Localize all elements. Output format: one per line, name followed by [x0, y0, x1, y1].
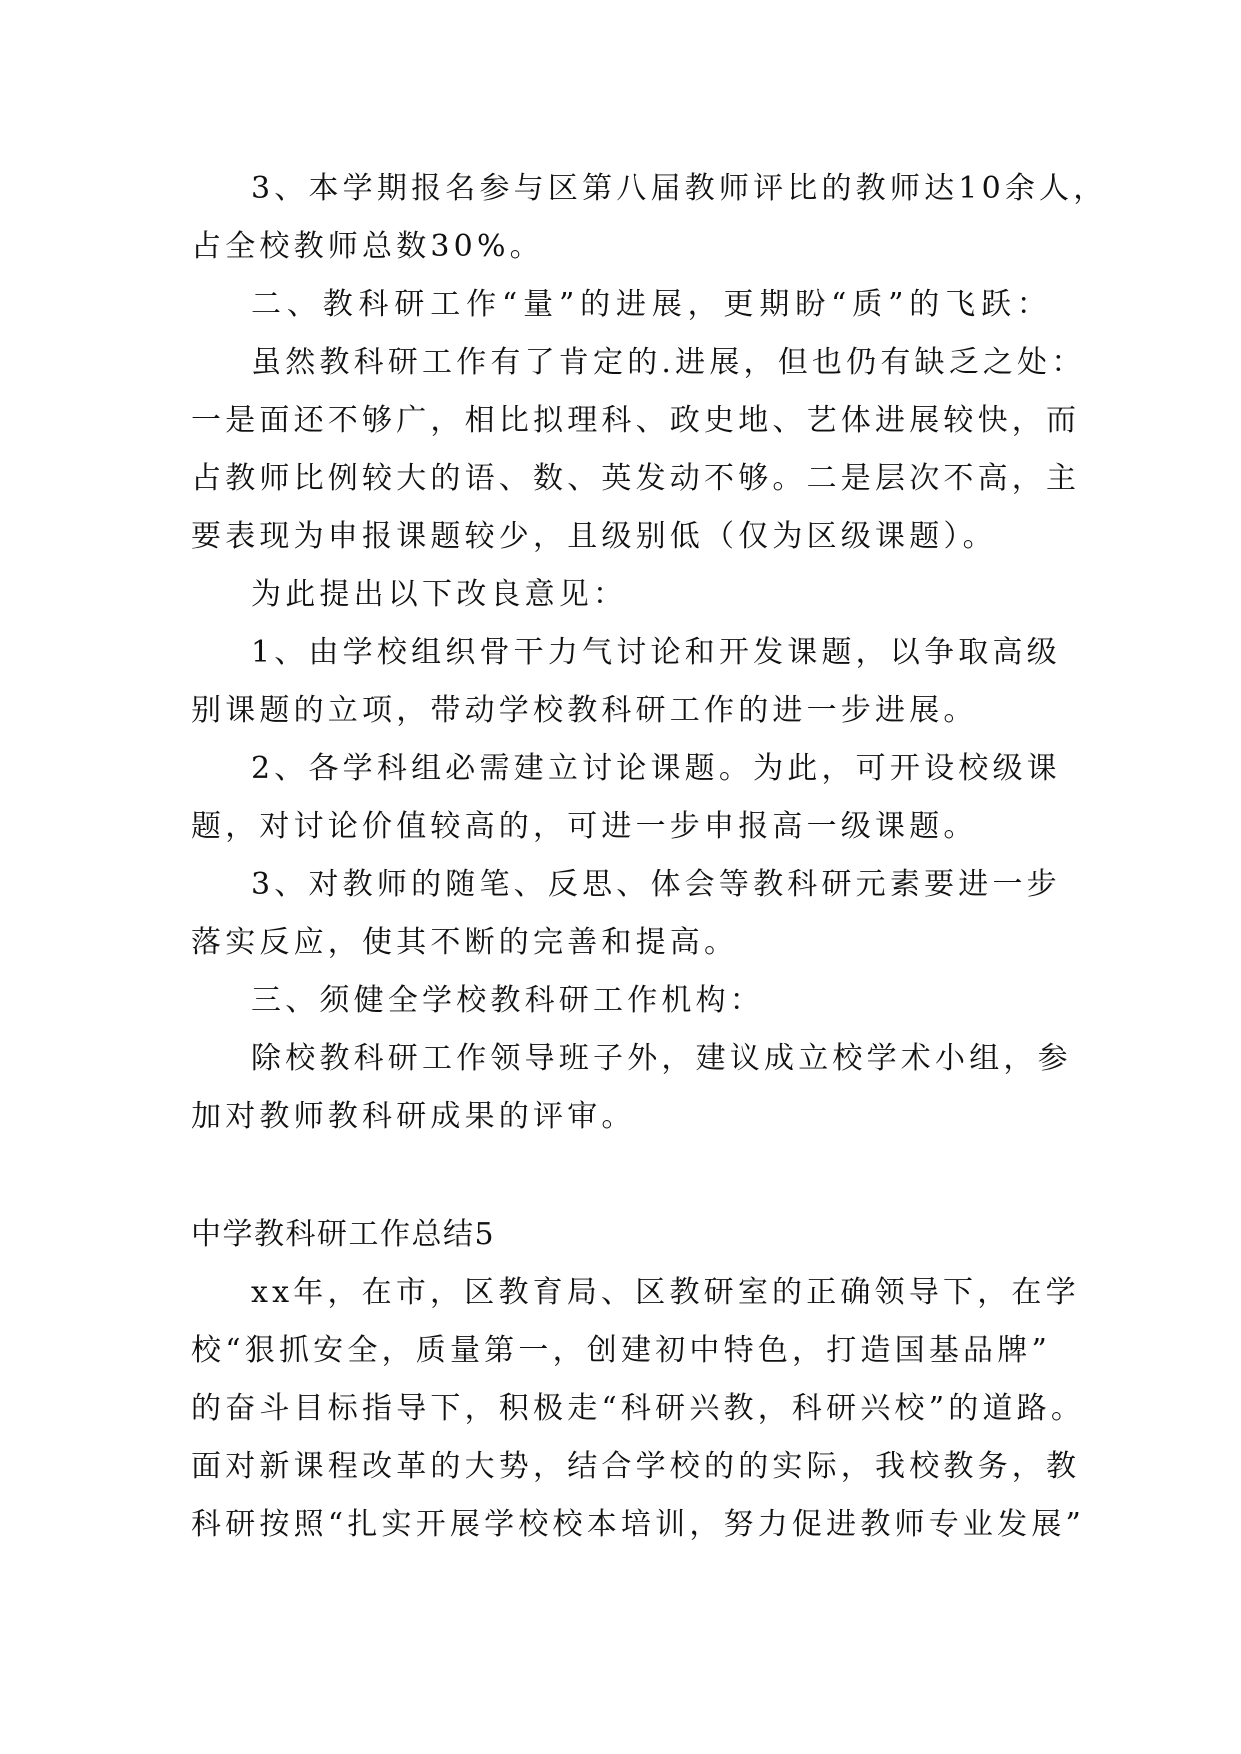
- text-line: 除校教科研工作领导班子外，建议成立校学术小组，参: [251, 1041, 1072, 1076]
- section-5-body: [191, 1264, 1086, 1554]
- text-line: 的奋斗目标指导下，积极走“科研兴教，科研兴校”的道路。: [191, 1391, 1086, 1426]
- text-line: 一是面还不够广，相比拟理科、政史地、艺体进展较快，而: [191, 403, 1081, 438]
- document-body: [191, 160, 1108, 1554]
- text-line: 题，对讨论价值较高的，可进一步申报高一级课题。: [191, 809, 978, 844]
- text-line: 面对新课程改革的大势，结合学校的的实际，我校教务，教: [191, 1449, 1081, 1484]
- text-line: 占教师比例较大的语、数、英发动不够。二是层次不高，主: [191, 461, 1081, 496]
- text-line: 3、本学期报名参与区第八届教师评比的教师达10余人，: [251, 171, 1108, 206]
- text-line: 别课题的立项，带动学校教科研工作的进一步进展。: [191, 693, 978, 728]
- text-line: 虽然教科研工作有了肯定的.进展，但也仍有缺乏之处：: [251, 345, 1086, 380]
- text-line: 二、教科研工作“量”的进展，更期盼“质”的飞跃：: [251, 287, 1051, 322]
- text-line: 要表现为申报课题较少，且级别低（仅为区级课题）。: [191, 519, 997, 554]
- text-line: 3、对教师的随笔、反思、体会等教科研元素要进一步: [251, 867, 1061, 902]
- text-line: 校“狠抓安全，质量第一，创建初中特色，打造国基品牌”: [191, 1333, 1051, 1368]
- text-line: 1、由学校组织骨干力气讨论和开发课题，以争取高级: [251, 635, 1061, 670]
- section-4-tail: [191, 160, 1108, 1146]
- text-line: 科研按照“扎实开展学校校本培训，努力促进教师专业发展”: [191, 1507, 1086, 1542]
- text-line: xx年，在市，区教育局、区教研室的正确领导下，在学: [251, 1275, 1080, 1310]
- text-line: 为此提出以下改良意见：: [251, 577, 628, 612]
- text-line: 落实反应，使其不断的完善和提高。: [191, 925, 739, 960]
- section-heading: 中学教科研工作总结5: [191, 1217, 496, 1252]
- section-gap: [191, 1146, 1051, 1206]
- text-line: 三、须健全学校教科研工作机构：: [251, 983, 764, 1018]
- text-line: 加对教师教科研成果的评审。: [191, 1099, 636, 1134]
- text-line: 占全校教师总数30%。: [191, 229, 544, 264]
- text-line: 2、各学科组必需建立讨论课题。为此，可开设校级课: [251, 751, 1061, 786]
